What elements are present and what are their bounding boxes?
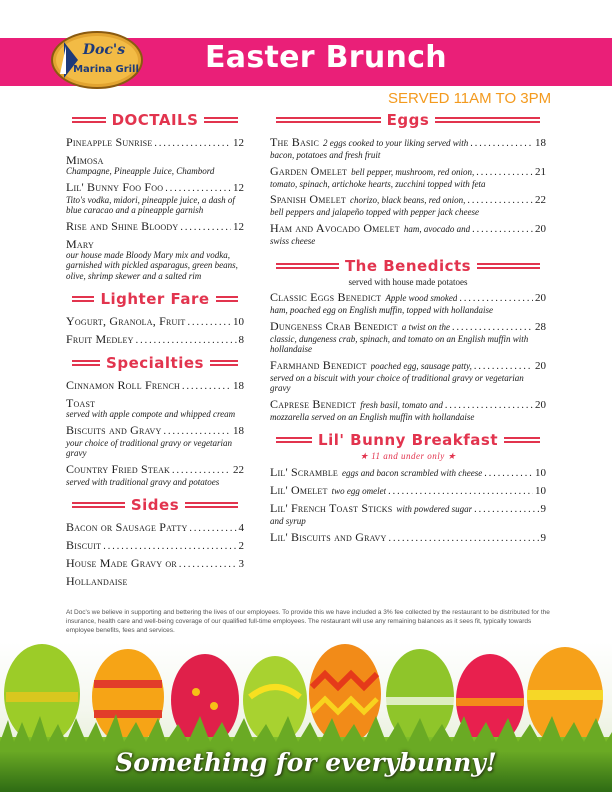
leader-dots — [452, 322, 533, 334]
menu-item-inline-desc: ham, avocado and — [403, 223, 471, 234]
sides-list — [66, 521, 244, 587]
leader-dots — [467, 195, 533, 207]
menu-item-desc: classic, dungeness crab, spinach, and tomato on an English muffin with hollandaise — [270, 333, 529, 354]
menu-item-row — [66, 557, 244, 571]
menu-item — [66, 397, 244, 420]
menu-item-row — [270, 466, 546, 480]
menu-item-price: 22 — [233, 463, 244, 476]
menu-item-name: Bacon or Sausage Patty — [66, 520, 188, 534]
menu-item — [66, 424, 244, 459]
menu-item-price: 12 — [233, 137, 244, 149]
menu-item-price: 20 — [535, 292, 546, 304]
menu-item — [66, 575, 244, 587]
leader-dots — [172, 465, 231, 477]
leader-dots — [165, 183, 231, 195]
menu-item-price: 12 — [233, 181, 244, 194]
menu-item-row — [66, 379, 244, 393]
egg-lime — [243, 656, 307, 744]
menu-item-name: Country Fried Steak — [66, 461, 171, 476]
menu-item-price: 10 — [535, 485, 546, 497]
menu-item-price: 18 — [233, 380, 244, 392]
leader-dots — [103, 541, 236, 553]
menu-item-price: 10 — [233, 316, 244, 328]
menu-item — [270, 136, 546, 161]
menu-item — [270, 531, 546, 545]
leader-dots — [163, 426, 231, 438]
menu-item-row — [66, 575, 244, 587]
menu-item-inline-desc: bell pepper, mushroom, red onion, — [351, 166, 475, 177]
menu-item — [270, 320, 546, 355]
menu-item-row — [66, 333, 244, 347]
menu-item — [270, 291, 546, 316]
employee-fee-footnote: At Doc's we believe in supporting and bettering the lives of our employees. To provide this we have included a 3% fee collected by the restaurant to be distributed for the insurance, health care and well-being coverage of our qualified full-time employees. The restaurant will use any remaining balances as it sees fit, typically towards employee benefits, fees and services. — [66, 609, 550, 634]
menu-item-row — [270, 320, 546, 334]
leader-dots — [472, 224, 533, 236]
leader-dots — [180, 222, 231, 234]
doctails-heading: DOCTAILS — [66, 108, 244, 132]
menu-item — [270, 193, 546, 218]
eggs-list — [270, 136, 546, 246]
menu-item-name: Classic Eggs Benedict — [270, 290, 382, 304]
menu-item-inline-desc: chorizo, black beans, red onion, — [349, 195, 466, 205]
menu-item-inline-desc: Apple wood smoked — [385, 293, 458, 303]
menu-item-price: 3 — [238, 558, 244, 570]
leader-dots — [470, 138, 533, 150]
menu-item-row — [66, 136, 244, 150]
leader-dots — [459, 293, 533, 305]
menu-item-name: Dungeness Crab Benedict — [270, 318, 398, 333]
menu-item-name: Pineapple Sunrise — [66, 135, 153, 149]
menu-item-row — [270, 291, 546, 305]
specialties-list — [66, 379, 244, 487]
benedicts-list — [270, 291, 546, 422]
menu-item-name: Farmhand Benedict — [270, 357, 367, 372]
menu-item — [270, 359, 546, 394]
menu-item-desc: swiss cheese — [270, 235, 316, 246]
menu-item-desc: your choice of traditional gravy or vegetarian gravy — [66, 437, 232, 458]
benedicts-heading: The Benedicts — [270, 254, 546, 278]
menu-item-inline-desc: 2 eggs cooked to your liking served with — [323, 138, 469, 148]
leader-dots — [182, 381, 231, 393]
menu-item-price: 18 — [233, 424, 244, 437]
menu-item — [270, 502, 546, 527]
menu-item-row — [270, 222, 546, 236]
menu-item-price: 9 — [540, 503, 546, 515]
menu-item-name: Mimosa — [66, 153, 104, 167]
menu-item-row — [66, 220, 244, 234]
menu-item-inline-desc: fresh basil, tomato and — [360, 399, 443, 410]
lighter-fare-list — [66, 315, 244, 347]
leader-dots — [476, 167, 533, 179]
bunny-note: ★ 11 and under only ★ — [359, 451, 457, 461]
menu-item-name: Mary — [66, 236, 94, 251]
menu-item-name: Lil' French Toast Sticks — [270, 501, 393, 515]
menu-item — [66, 136, 244, 150]
menu-item-desc: mozzarella served on an English muffin with hollandaise — [270, 411, 475, 422]
menu-item-row — [270, 165, 546, 179]
menu-item — [66, 557, 244, 571]
leader-dots — [388, 486, 533, 498]
specialties-heading: Specialties — [66, 351, 244, 375]
menu-item-desc: bacon, potatoes and fresh fruit — [270, 150, 381, 160]
menu-item-name: The Basic — [270, 135, 320, 149]
menu-item-row — [270, 502, 546, 516]
benedicts-note: served with house made potatoes — [348, 277, 468, 287]
leader-dots — [389, 533, 539, 545]
menu-item-price: 21 — [535, 165, 546, 178]
menu-item-inline-desc: eggs and bacon scrambled with cheese — [342, 468, 483, 478]
menu-item — [66, 181, 244, 216]
menu-item-name: Caprese Benedict — [270, 396, 357, 411]
menu-item-price: 2 — [238, 540, 244, 552]
menu-item-row — [66, 463, 244, 477]
menu-item-name: Rise and Shine Bloody — [66, 218, 179, 233]
menu-item-name: Ham and Avocado Omelet — [270, 220, 400, 235]
menu-item-price: 28 — [535, 320, 546, 333]
leader-dots — [136, 335, 237, 347]
menu-item-name: Lil' Scramble — [270, 465, 338, 479]
tagline: Something for everybunny! — [115, 748, 497, 777]
menu-item-name: Lil' Bunny Foo Foo — [66, 179, 164, 194]
menu-item-row — [66, 521, 244, 535]
leader-dots — [474, 504, 538, 516]
menu-item-row — [66, 181, 244, 195]
menu-item — [270, 165, 546, 190]
menu-item-name: Hollandaise — [66, 574, 128, 588]
leader-dots — [154, 138, 231, 150]
menu-item-price: 20 — [535, 359, 546, 372]
menu-item-price: 4 — [238, 522, 244, 534]
doctails-list — [66, 136, 244, 281]
menu-item — [66, 238, 244, 282]
menu-item-name: House Made Gravy or — [66, 556, 177, 570]
menu-item — [66, 379, 244, 393]
menu-item — [66, 154, 244, 177]
logo-text-docs: Doc's — [82, 42, 126, 58]
sides-heading: Sides — [66, 493, 244, 517]
leader-dots — [474, 361, 533, 373]
menu-item-row — [66, 539, 244, 553]
right-column — [270, 108, 546, 545]
menu-item-inline-desc: poached egg, sausage patty, — [370, 360, 472, 371]
menu-item — [66, 220, 244, 234]
menu-item-inline-desc: with powdered sugar — [396, 504, 473, 514]
lighter-fare-heading: Lighter Fare — [66, 287, 244, 311]
leader-dots — [484, 468, 533, 480]
menu-item-desc: our house made Bloody Mary mix and vodka, garnished with pickled asparagus, green beans, olive, shrimp skewer and a salted rim — [66, 249, 238, 281]
menu-item-name: Biscuits and Gravy — [66, 422, 162, 437]
served-hours: SERVED 11AM TO 3PM — [388, 90, 552, 107]
menu-item-row — [270, 398, 546, 412]
menu-item-row — [270, 531, 546, 545]
menu-item-price: 12 — [233, 220, 244, 233]
menu-item-row — [270, 193, 546, 207]
menu-item-desc: Tito's vodka, midori, pineapple juice, a dash of blue caracao and a pineapple garnish — [66, 194, 235, 215]
menu-item — [270, 398, 546, 423]
docs-marina-grill-logo — [50, 30, 144, 90]
menu-item — [270, 484, 546, 498]
menu-item-desc: served with traditional gravy and potatoes — [66, 476, 220, 487]
menu-item — [66, 463, 244, 488]
menu-item — [66, 315, 244, 329]
menu-item — [66, 333, 244, 347]
menu-item-inline-desc: a twist on the — [401, 321, 450, 332]
bunny-breakfast-heading: Lil' Bunny Breakfast — [270, 428, 546, 452]
menu-item-inline-desc: two egg omelet — [331, 486, 387, 496]
menu-item-desc: bell peppers and jalapeño topped with pepper jack cheese — [270, 207, 479, 217]
menu-item-price: 20 — [535, 222, 546, 235]
menu-item-price: 8 — [238, 334, 244, 346]
leader-dots — [189, 523, 236, 535]
menu-item-desc: tomato, spinach, artichoke hearts, zucchini topped with feta — [270, 178, 486, 189]
menu-item — [66, 521, 244, 535]
menu-item-row — [66, 315, 244, 329]
menu-item-price: 9 — [540, 531, 546, 544]
page-title: Easter Brunch — [205, 40, 447, 75]
menu-item-row — [270, 484, 546, 498]
left-column — [66, 108, 244, 587]
logo-text-marina: Marina Grill — [73, 64, 139, 75]
bunny-breakfast-list — [270, 466, 546, 545]
menu-item-desc: ham, poached egg on English muffin, topped with hollandaise — [270, 305, 493, 315]
menu-item-price: 18 — [535, 137, 546, 149]
menu-item — [270, 466, 546, 480]
menu-item-row — [66, 154, 244, 166]
leader-dots — [445, 400, 533, 412]
menu-item-price: 10 — [535, 467, 546, 479]
menu-item-row — [66, 238, 244, 250]
leader-dots — [179, 559, 237, 571]
menu-item-row — [270, 359, 546, 373]
menu-item-name: Cinnamon Roll French — [66, 378, 181, 392]
menu-item-name: Garden Omelet — [270, 163, 348, 178]
menu-item-desc: and syrup — [270, 516, 306, 526]
menu-item-row — [66, 424, 244, 438]
eggs-heading: Eggs — [270, 108, 546, 132]
menu-item-name: Spanish Omelet — [270, 192, 346, 206]
menu-item-name: Lil' Biscuits and Gravy — [270, 529, 387, 544]
leader-dots — [187, 317, 231, 329]
menu-item-desc: Champagne, Pineapple Juice, Chambord — [66, 166, 215, 176]
menu-item-row — [66, 397, 244, 409]
menu-item-desc: served with apple compote and whipped cream — [66, 409, 236, 419]
menu-item — [270, 222, 546, 247]
menu-item-name: Yogurt, Granola, Fruit — [66, 314, 186, 328]
menu-item-price: 22 — [535, 194, 546, 206]
menu-item — [66, 539, 244, 553]
menu-item-name: Lil' Omelet — [270, 483, 328, 497]
menu-item-desc: served on a biscuit with your choice of traditional gravy or vegetarian gravy — [270, 372, 524, 393]
menu-item-name: Fruit Medley — [66, 332, 134, 346]
menu-item-row — [270, 136, 546, 150]
menu-item-name: Biscuit — [66, 538, 102, 552]
menu-item-price: 20 — [535, 398, 546, 411]
menu-item-name: Toast — [66, 396, 96, 410]
